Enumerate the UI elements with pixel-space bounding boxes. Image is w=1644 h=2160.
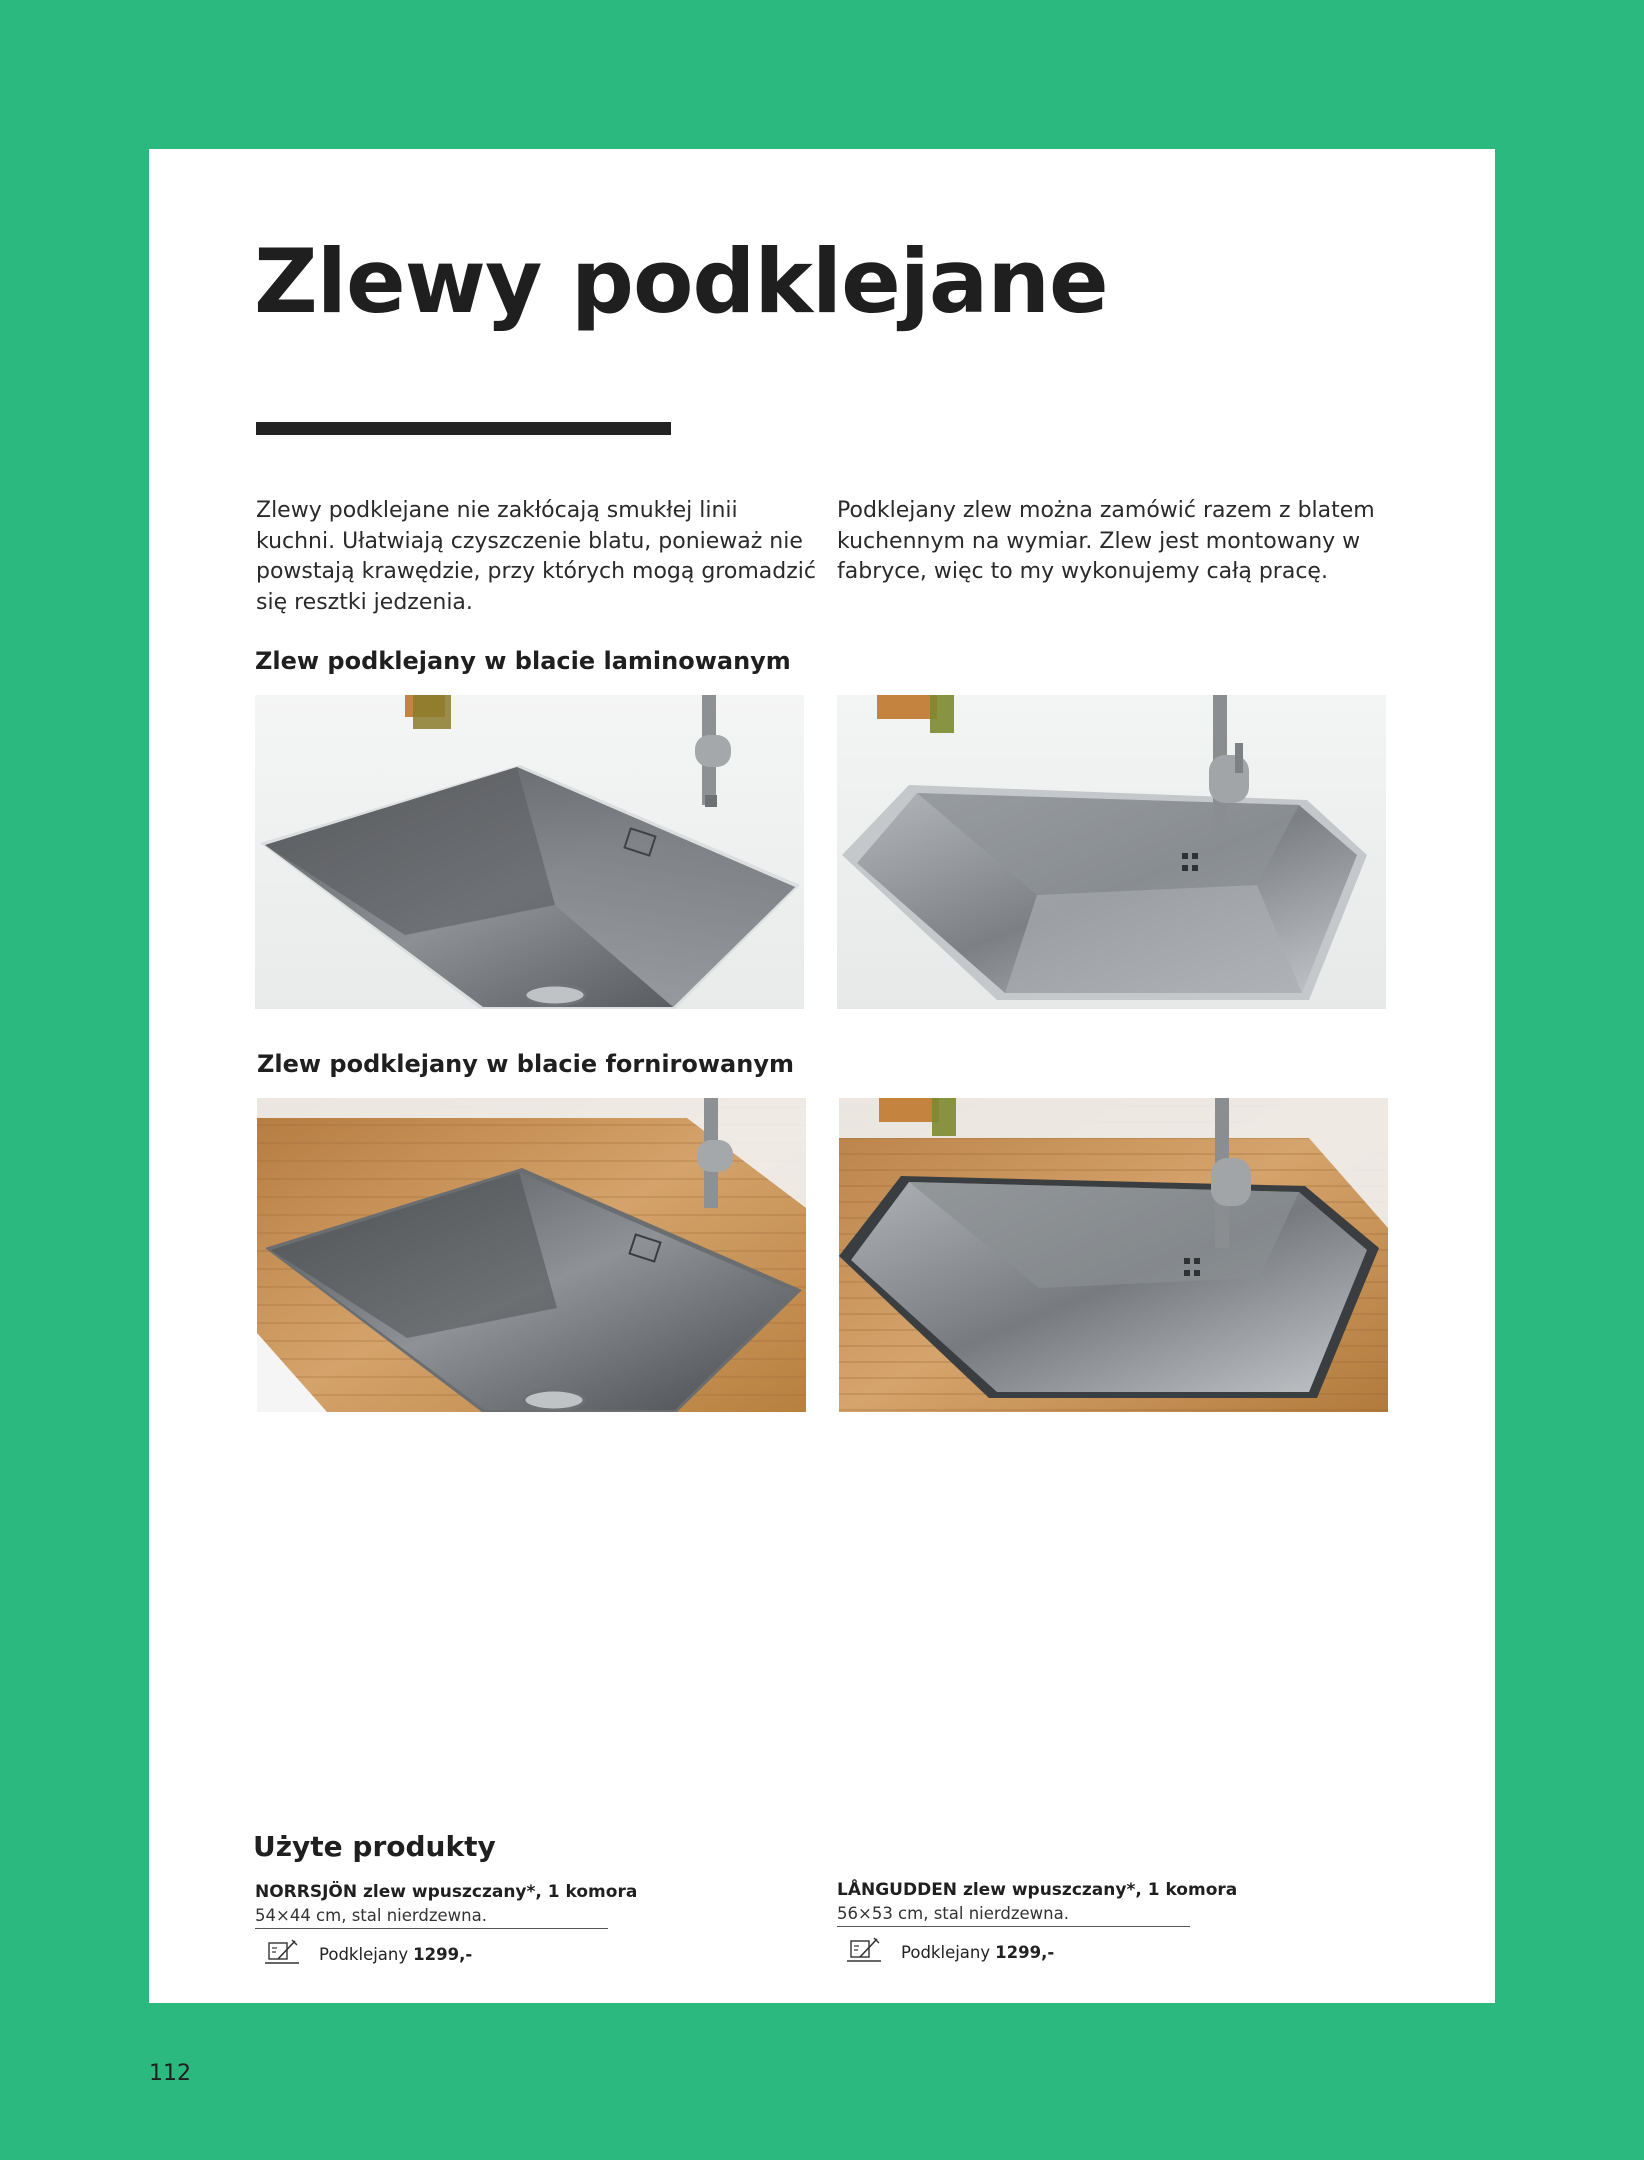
- product-name: NORRSJÖN zlew wpuszczany*, 1 komora: [255, 1882, 638, 1902]
- intro-paragraph-right: Podklejany zlew można zamówić razem z blatem kuchennym na wymiar. Zlew jest montowany w fabryce, więc to my wykonujemy całą pracę.: [837, 498, 1375, 584]
- measure-edit-icon: [263, 1938, 301, 1970]
- sink-photo-langudden-wood: [839, 1098, 1388, 1412]
- product-description: 54×44 cm, stal nierdzewna.: [255, 1906, 608, 1929]
- price-label: Podklejany: [901, 1942, 991, 1962]
- section-title-wood-veneer: Zlew podklejany w blacie fornirowanym: [257, 1050, 794, 1078]
- page-number: 112: [149, 2061, 191, 2086]
- sink-photo-norrsjon-laminate: [255, 695, 804, 1009]
- measure-edit-icon: [845, 1936, 883, 1968]
- price-label: Podklejany: [319, 1944, 409, 1964]
- product-langudden: [837, 1880, 1238, 1968]
- product-name: LÅNGUDDEN zlew wpuszczany*, 1 komora: [837, 1880, 1238, 1900]
- product-norrsjon: [255, 1882, 638, 1970]
- title-rule: [256, 422, 671, 435]
- price-row: [845, 1936, 1190, 1968]
- section-title-laminate: Zlew podklejany w blacie laminowanym: [255, 647, 791, 675]
- price-row: [263, 1938, 608, 1970]
- page-title: Zlewy podklejane: [254, 230, 1108, 333]
- sink-photo-norrsjon-wood: [257, 1098, 806, 1412]
- price-value: 1299,-: [995, 1942, 1055, 1962]
- intro-paragraph-left: Zlewy podklejane nie zakłócają smukłej linii kuchni. Ułatwiają czyszczenie blatu, ponieważ nie powstają krawędzie, przy których mogą gromadzić się resztki jedzenia.: [256, 498, 816, 615]
- price-value: 1299,-: [413, 1944, 473, 1964]
- products-heading: Użyte produkty: [253, 1830, 496, 1863]
- catalog-page: [149, 149, 1495, 2003]
- product-description: 56×53 cm, stal nierdzewna.: [837, 1904, 1190, 1927]
- sink-photo-langudden-laminate: [837, 695, 1386, 1009]
